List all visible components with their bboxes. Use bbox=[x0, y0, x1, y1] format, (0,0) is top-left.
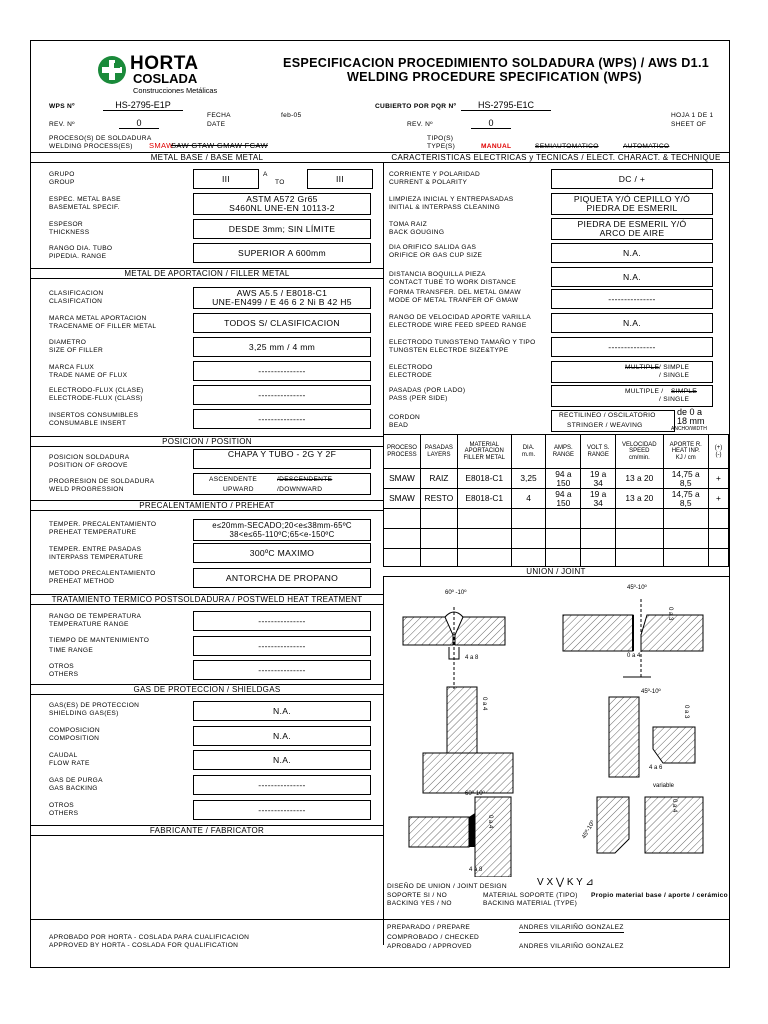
diaorificio-value: N.A. bbox=[551, 243, 713, 263]
electrode-flux-label: ELECTRODE-FLUX (CLASS) bbox=[49, 395, 143, 402]
consumable-label: CONSUMABLE INSERT bbox=[49, 420, 127, 427]
electrode-label: ELECTRODE bbox=[389, 372, 433, 379]
joint-d13: 0 a 4 bbox=[671, 799, 677, 813]
gases-value: N.A. bbox=[193, 701, 371, 721]
joint-d9: 0 a 4 bbox=[487, 815, 493, 829]
otros1-value: --------------- bbox=[193, 660, 371, 680]
temper-entre-label: TEMPER. ENTRE PASADAS bbox=[49, 546, 142, 553]
diaorificio-label: DIA ORIFICO SALIDA GAS bbox=[389, 244, 477, 251]
section-caract: CARACTERISTICAS ELECTRICAS y TECNICAS / ELECT. CHARACT. & TECHNIQUE bbox=[383, 152, 729, 163]
cordon-width-1: de 0 a bbox=[677, 407, 703, 417]
cordon-width-2: 18 mm bbox=[677, 416, 705, 426]
aprobado-horta-label: APROBADO POR HORTA - COSLADA PARA CUALIFICACION bbox=[49, 934, 250, 941]
rango-temp-value: --------------- bbox=[193, 611, 371, 631]
rev-value: 0 bbox=[119, 118, 159, 129]
section-tratamiento: TRATAMIENTO TERMICO POSTSOLDADURA / POSTWELD HEAT TREATMENT bbox=[31, 594, 383, 605]
joint-d2: 4 a 8 bbox=[465, 655, 479, 661]
grupo-value-1: III bbox=[193, 169, 259, 189]
temper-pre-label: TEMPER. PRECALENTAMIENTO bbox=[49, 521, 157, 528]
electrodo-multiple: MULTIPLE bbox=[625, 364, 660, 371]
logo-sub: COSLADA bbox=[133, 71, 198, 86]
process-table-header-cell: PASADAS LAYERS bbox=[420, 435, 457, 469]
process-table-cell bbox=[708, 509, 728, 529]
process-table-cell bbox=[546, 529, 581, 549]
bead-label: BEAD bbox=[389, 422, 409, 429]
section-filler: METAL DE APORTACION / FILLER METAL bbox=[31, 268, 383, 279]
process-table-cell: 94 a 150 bbox=[546, 489, 581, 509]
date-value: feb-05 bbox=[281, 112, 302, 119]
pipedia-label: PIPEDIA. RANGE bbox=[49, 253, 107, 260]
process-table-cell: 19 a 34 bbox=[581, 469, 616, 489]
purga-value: --------------- bbox=[193, 775, 371, 795]
logo-tag: Construcciones Metálicas bbox=[133, 86, 218, 95]
process-table-cell: 14,75 a 8,5 bbox=[663, 469, 708, 489]
diametro-value: 3,25 mm / 4 mm bbox=[193, 337, 371, 357]
sheet-label: SHEET OF bbox=[671, 121, 707, 128]
basemetal-label: BASEMETAL SPECIF. bbox=[49, 204, 120, 211]
toma-value bbox=[551, 218, 713, 240]
rev-label: REV. Nº bbox=[49, 121, 75, 128]
process-table-row bbox=[384, 529, 729, 549]
progresion-asc: ASCENDENTE bbox=[209, 476, 258, 483]
horta-logo-icon bbox=[97, 55, 127, 85]
title-line1: ESPECIFICACION PROCEDIMIENTO SOLDADURA (WPS) / AWS D1.1 bbox=[283, 56, 710, 70]
tungsten-label: TUNGSTEN ELECTRDE SIZE&TYPE bbox=[389, 347, 509, 354]
footer-line bbox=[31, 919, 729, 920]
cubierto-value: HS-2795-E1C bbox=[461, 100, 551, 111]
forma-value: --------------- bbox=[551, 289, 713, 309]
process-table-cell bbox=[663, 529, 708, 549]
gasbacking-label: GAS BACKING bbox=[49, 785, 98, 792]
wire-feed-label: ELECTRODE WIRE FEED SPEED RANGE bbox=[389, 322, 527, 329]
joint-double-bevel bbox=[597, 797, 703, 853]
process-table-cell bbox=[546, 509, 581, 529]
electrodo-simple: / SIMPLE bbox=[659, 364, 690, 371]
group-label: GROUP bbox=[49, 179, 75, 186]
progresion-label: PROGRESION DE SOLDADURA bbox=[49, 478, 155, 485]
process-table-cell bbox=[708, 529, 728, 549]
temper-pre-value-1: e≤20mm-SECADO;20<e≤38mm-65ºC bbox=[212, 521, 352, 530]
rev2-value: 0 bbox=[471, 118, 511, 129]
pos-sold-label: POSICION SOLDADURA bbox=[49, 454, 130, 461]
marca-label: MARCA METAL APORTACION bbox=[49, 315, 147, 322]
insertos-label: INSERTOS CONSUMIBLES bbox=[49, 412, 139, 419]
temper-pre-value bbox=[193, 519, 371, 541]
composicion-value: N.A. bbox=[193, 726, 371, 746]
corriente-value: DC / + bbox=[551, 169, 713, 189]
toma-value-2: ARCO DE AIRE bbox=[599, 228, 665, 238]
process-table-cell: SMAW bbox=[384, 469, 421, 489]
welding-process-label: WELDING PROCESS(ES) bbox=[49, 143, 133, 150]
electrodo-flux-value: --------------- bbox=[193, 385, 371, 405]
marca-value: TODOS S/ CLASIFICACION bbox=[193, 313, 371, 333]
joint-v-butt bbox=[403, 617, 505, 645]
process-table-cell: E8018-C1 bbox=[457, 469, 511, 489]
contact-tube-label: CONTACT TUBE TO WORK DISTANCE bbox=[389, 279, 517, 286]
gases-label: GAS(ES) DE PROTECCION bbox=[49, 702, 140, 709]
process-table-row bbox=[384, 469, 729, 489]
process-table-header-cell: (+) (-) bbox=[708, 435, 728, 469]
type-semi: SEMIAUTOMATICO bbox=[535, 143, 599, 150]
distancia-value: N.A. bbox=[551, 267, 713, 287]
pasadas-label: PASADAS (POR LADO) bbox=[389, 387, 466, 394]
date-label: DATE bbox=[207, 121, 226, 128]
mode-label: MODE OF METAL TRANFER OF GMAW bbox=[389, 297, 519, 304]
rev2-label: REV. Nº bbox=[407, 121, 433, 128]
joint-drawings bbox=[383, 577, 729, 877]
process-table-cell bbox=[511, 529, 546, 549]
process-table-cell bbox=[420, 509, 457, 529]
process-table-header-cell: DIA. m.m. bbox=[511, 435, 546, 469]
wps-label: WPS Nº bbox=[49, 103, 75, 110]
otros1-label: OTROS bbox=[49, 663, 74, 670]
process-table-cell: E8018-C1 bbox=[457, 489, 511, 509]
pasadas-single: / SINGLE bbox=[659, 396, 690, 403]
rango-vel-value: N.A. bbox=[551, 313, 713, 333]
section-fabricante: FABRICANTE / FABRICATOR bbox=[31, 825, 383, 836]
time-range-label: TIME RANGE bbox=[49, 647, 94, 654]
joint-a1: 60º -10º bbox=[445, 590, 467, 596]
insertos-value: --------------- bbox=[193, 409, 371, 429]
rango-value: SUPERIOR A 600mm bbox=[193, 243, 371, 263]
joint-d7: 4 a 6 bbox=[649, 765, 663, 771]
progresion-down: /DOWNWARD bbox=[277, 486, 323, 493]
progresion-desc: /DESCENDENTE bbox=[277, 476, 333, 483]
espec-label: ESPEC. METAL BASE bbox=[49, 196, 121, 203]
caudal-value: N.A. bbox=[193, 750, 371, 770]
logo-name: HORTA bbox=[130, 53, 199, 74]
temp-range-label: TEMPERATURE RANGE bbox=[49, 621, 129, 628]
process-table-cell bbox=[663, 509, 708, 529]
temper-entre-value: 300ºC MAXIMO bbox=[193, 543, 371, 563]
preheat-method-label: PREHEAT METHOD bbox=[49, 578, 115, 585]
fecha-label: FECHA bbox=[207, 112, 231, 119]
diseno-label: DISEÑO DE UNION / JOINT DESIGN bbox=[387, 883, 507, 890]
process-table-cell: RAIZ bbox=[420, 469, 457, 489]
diametro-label: DIAMETRO bbox=[49, 339, 87, 346]
preparado-label: PREPARADO / PREPARE bbox=[387, 924, 471, 931]
process-table-header-cell: VOLT S. RANGE bbox=[581, 435, 616, 469]
process-table-cell bbox=[511, 509, 546, 529]
joint-d1: 0 a 3 bbox=[667, 607, 673, 621]
others1-label: OTHERS bbox=[49, 671, 79, 678]
process-table-row bbox=[384, 489, 729, 509]
rango-vel-label: RANGO DE VELOCIDAD APORTE VARILLA bbox=[389, 314, 531, 321]
process-table-header-cell: AMPS. RANGE bbox=[546, 435, 581, 469]
joint-d12: 45º-10º bbox=[581, 819, 597, 841]
process-table-cell bbox=[420, 529, 457, 549]
cleaning-label: INITIAL & INTERPASS CLEANING bbox=[389, 204, 500, 211]
sizefiller-label: SIZE OF FILLER bbox=[49, 347, 104, 354]
pasadas-multiple: MULTIPLE / bbox=[625, 388, 664, 395]
progresion-up: UPWARD bbox=[223, 486, 254, 493]
joint-d6: 0 a 3 bbox=[683, 705, 689, 719]
gouging-label: BACK GOUGING bbox=[389, 229, 445, 236]
grupo-a: A bbox=[263, 171, 268, 178]
limpieza-value bbox=[551, 193, 713, 215]
process-table-cell: 13 a 20 bbox=[616, 469, 663, 489]
section-metal-base: METAL BASE / BASE METAL bbox=[31, 152, 383, 163]
cordon-rect: RECTILINEO / OSCILATORIO bbox=[559, 412, 656, 419]
soporte-label: SOPORTE SI / NO bbox=[387, 892, 448, 899]
electrodo-flux-label: ELECTRODO-FLUX (CLASE) bbox=[49, 387, 144, 394]
type-manual: MANUAL bbox=[481, 143, 512, 150]
section-union: UNION / JOINT bbox=[383, 566, 729, 577]
rango-temp-label: RANGO DE TEMPERATURA bbox=[49, 613, 142, 620]
process-table-header-cell: VELOCIDAD SPEED cm/min. bbox=[616, 435, 663, 469]
toma-label: TOMA RAIZ bbox=[389, 221, 428, 228]
process-table-header-cell: MATERIAL APORTACION FILLER METAL bbox=[457, 435, 511, 469]
process-table-header-cell: APORTE R. HEAT INP. KJ / cm bbox=[663, 435, 708, 469]
composicion-label: COMPOSICION bbox=[49, 727, 100, 734]
otros2-value: --------------- bbox=[193, 800, 371, 820]
section-gas: GAS DE PROTECCION / SHIELDGAS bbox=[31, 684, 383, 695]
others2-label: OTHERS bbox=[49, 810, 79, 817]
limpieza-label: LIMPIEZA INICIAL Y ENTREPASADAS bbox=[389, 196, 514, 203]
joint-d5: 45º-10º bbox=[641, 689, 661, 695]
approved-horta-label: APPROVED BY HORTA - COSLADA FOR QUALIFICATION bbox=[49, 942, 239, 949]
tiempo-value: --------------- bbox=[193, 636, 371, 656]
type-auto: AUTOMATICO bbox=[623, 143, 670, 150]
types-label: TYPE(S) bbox=[427, 143, 456, 150]
cordon-label: CORDON bbox=[389, 414, 421, 421]
process-table-cell: 4 bbox=[511, 489, 546, 509]
cubierto-label: CUBIERTO POR PQR Nº bbox=[375, 103, 457, 110]
caudal-label: CAUDAL bbox=[49, 752, 78, 759]
process-table-cell: SMAW bbox=[384, 489, 421, 509]
aprobado-name: ANDRES VILARIÑO GONZALEZ bbox=[519, 943, 624, 950]
espec-value bbox=[193, 193, 371, 215]
weld-progression-label: WELD PROGRESSION bbox=[49, 486, 124, 493]
process-table-cell: + bbox=[708, 469, 728, 489]
joint-tee bbox=[423, 687, 513, 793]
flowrate-label: FLOW RATE bbox=[49, 760, 90, 767]
hoja-label: HOJA 1 DE 1 bbox=[671, 112, 714, 119]
electrodo-single: / SINGLE bbox=[659, 372, 690, 379]
clasif-value-2: UNE-EN499 / E 46 6 2 Ni B 42 H5 bbox=[212, 297, 352, 307]
composition-label: COMPOSITION bbox=[49, 735, 100, 742]
process-others: SAW GTAW GMAW FCAW bbox=[171, 141, 268, 150]
temper-pre-value-2: 38<e≤65-110ºC;65<e-150ºC bbox=[229, 530, 335, 539]
process-table bbox=[383, 434, 729, 569]
tipo-label: TIPO(S) bbox=[427, 135, 454, 142]
rango-label: RANGO DIA. TUBO bbox=[49, 245, 113, 252]
espec-value-2: S460NL UNE-EN 10113-2 bbox=[229, 203, 335, 213]
limpieza-value-1: PIQUETA Y/Ó CEPILLO Y/Ó bbox=[573, 194, 691, 204]
electrodo-label: ELECTRODO bbox=[389, 364, 433, 371]
process-smaw: SMAW bbox=[149, 141, 174, 150]
backing-material-label: BACKING MATERIAL (TYPE) bbox=[483, 900, 578, 907]
process-table-cell bbox=[581, 529, 616, 549]
section-precal: PRECALENTAMIENTO / PREHEAT bbox=[31, 500, 383, 511]
joint-d3: 0 a 4 bbox=[627, 653, 641, 659]
preheat-temp-label: PREHEAT TEMPERATURE bbox=[49, 529, 137, 536]
process-table-cell: 14,75 a 8,5 bbox=[663, 489, 708, 509]
flux-label: MARCA FLUX bbox=[49, 364, 95, 371]
wps-value: HS-2795-E1P bbox=[103, 100, 183, 111]
corriente-label: CORRIENTE Y POLARIDAD bbox=[389, 171, 481, 178]
comprobado-label: COMPROBADO / CHECKED bbox=[387, 934, 480, 941]
material-soporte-value: Propio material base / aporte / cerámico bbox=[591, 892, 728, 899]
process-table-cell: 94 a 150 bbox=[546, 469, 581, 489]
shielding-label: SHIELDING GAS(ES) bbox=[49, 710, 119, 717]
wps-document bbox=[30, 40, 730, 968]
limpieza-value-2: PIEDRA DE ESMERIL bbox=[586, 203, 678, 213]
otros2-label: OTROS bbox=[49, 802, 74, 809]
purga-label: GAS DE PURGA bbox=[49, 777, 103, 784]
tracename-label: TRACENAME OF FILLER METAL bbox=[49, 323, 157, 330]
espec-value-1: ASTM A572 Gr65 bbox=[246, 194, 318, 204]
process-table-cell bbox=[616, 509, 663, 529]
preparado-name: ANDRES VILARIÑO GONZALEZ bbox=[519, 924, 624, 931]
process-table-row bbox=[384, 509, 729, 529]
process-table-header-cell: PROCESO PROCESS bbox=[384, 435, 421, 469]
process-table-header bbox=[384, 435, 729, 469]
distancia-label: DISTANCIA BOQUILLA PIEZA bbox=[389, 271, 486, 278]
grupo-to: TO bbox=[275, 179, 285, 186]
joint-d8: 60º-10º bbox=[465, 791, 485, 797]
diseno-symbols: V X ⋁ K Y ⊿ bbox=[537, 877, 594, 888]
toma-value-1: PIEDRA DE ESMERIL Y/Ó bbox=[577, 219, 687, 229]
tungsteno-value: --------------- bbox=[551, 337, 713, 357]
process-table-cell bbox=[384, 509, 421, 529]
tiempo-label: TIEMPO DE MANTENIMIENTO bbox=[49, 637, 150, 644]
joint-fillet-tee bbox=[409, 797, 511, 877]
backing-label: BACKING YES / NO bbox=[387, 900, 452, 907]
section-posicion: POSICION / POSITION bbox=[31, 436, 383, 447]
joint-d11: variable bbox=[653, 783, 675, 789]
tradename-flux-label: TRADE NAME OF FLUX bbox=[49, 372, 128, 379]
current-label: CURRENT & POLARITY bbox=[389, 179, 468, 186]
pass-label: PASS (PER SIDE) bbox=[389, 395, 448, 402]
cordon-stringer: STRINGER / WEAVING bbox=[567, 422, 643, 429]
material-soporte-label: MATERIAL SOPORTE (TIPO) bbox=[483, 892, 578, 899]
process-table-cell bbox=[616, 529, 663, 549]
aprobado-label: APROBADO / APPROVED bbox=[387, 943, 472, 950]
joint-a2: 45º-10º bbox=[627, 585, 647, 591]
pasadas-simple: SIMPLE bbox=[671, 388, 697, 395]
pos-sold-value: CHAPA Y TUBO - 2G Y 2F bbox=[193, 449, 371, 469]
process-table-cell bbox=[457, 529, 511, 549]
grupo-value-2: III bbox=[307, 169, 373, 189]
process-table-cell bbox=[384, 529, 421, 549]
company-logo bbox=[97, 53, 237, 99]
joint-d4: 0 a 4 bbox=[481, 697, 487, 711]
clasif-value-1: AWS A5.5 / E8018-C1 bbox=[236, 288, 328, 298]
proceso-label: PROCESO(S) DE SOLDADURA bbox=[49, 135, 152, 142]
clasif-value bbox=[193, 287, 371, 309]
title-line2: WELDING PROCEDURE SPECIFICATION (WPS) bbox=[347, 70, 642, 84]
forma-label: FORMA TRANSFER. DEL METAL GMAW bbox=[389, 289, 521, 296]
orifice-label: ORIFICE OR GAS CUP SIZE bbox=[389, 252, 483, 259]
pos-groove-label: POSITION OF GROOVE bbox=[49, 462, 128, 469]
espesor-label: ESPESOR bbox=[49, 221, 83, 228]
joint-d10: 4 a 8 bbox=[469, 867, 483, 873]
process-table-cell: 13 a 20 bbox=[616, 489, 663, 509]
espesor-value: DESDE 3mm; SIN LÍMITE bbox=[193, 219, 371, 239]
grupo-label: GRUPO bbox=[49, 171, 75, 178]
clasification-label: CLASIFICATION bbox=[49, 298, 103, 305]
process-table-cell: 19 a 34 bbox=[581, 489, 616, 509]
process-table-cell: RESTO bbox=[420, 489, 457, 509]
process-table-cell: + bbox=[708, 489, 728, 509]
thickness-label: THICKNESS bbox=[49, 229, 90, 236]
tungsteno-label: ELECTRODO TUNGSTENO TAMAÑO Y TIPO bbox=[389, 339, 536, 346]
clasif-label: CLASIFICACION bbox=[49, 290, 104, 297]
process-table-cell bbox=[457, 509, 511, 529]
process-table-cell bbox=[581, 509, 616, 529]
metodo-value: ANTORCHA DE PROPANO bbox=[193, 568, 371, 588]
interpass-label: INTERPASS TEMPERATURE bbox=[49, 554, 144, 561]
flux-value: --------------- bbox=[193, 361, 371, 381]
cordon-width-3: ANCHO/WIDTH bbox=[671, 426, 707, 432]
process-table-cell: 3,25 bbox=[511, 469, 546, 489]
metodo-label: METODO PRECALENTAMIENTO bbox=[49, 570, 156, 577]
